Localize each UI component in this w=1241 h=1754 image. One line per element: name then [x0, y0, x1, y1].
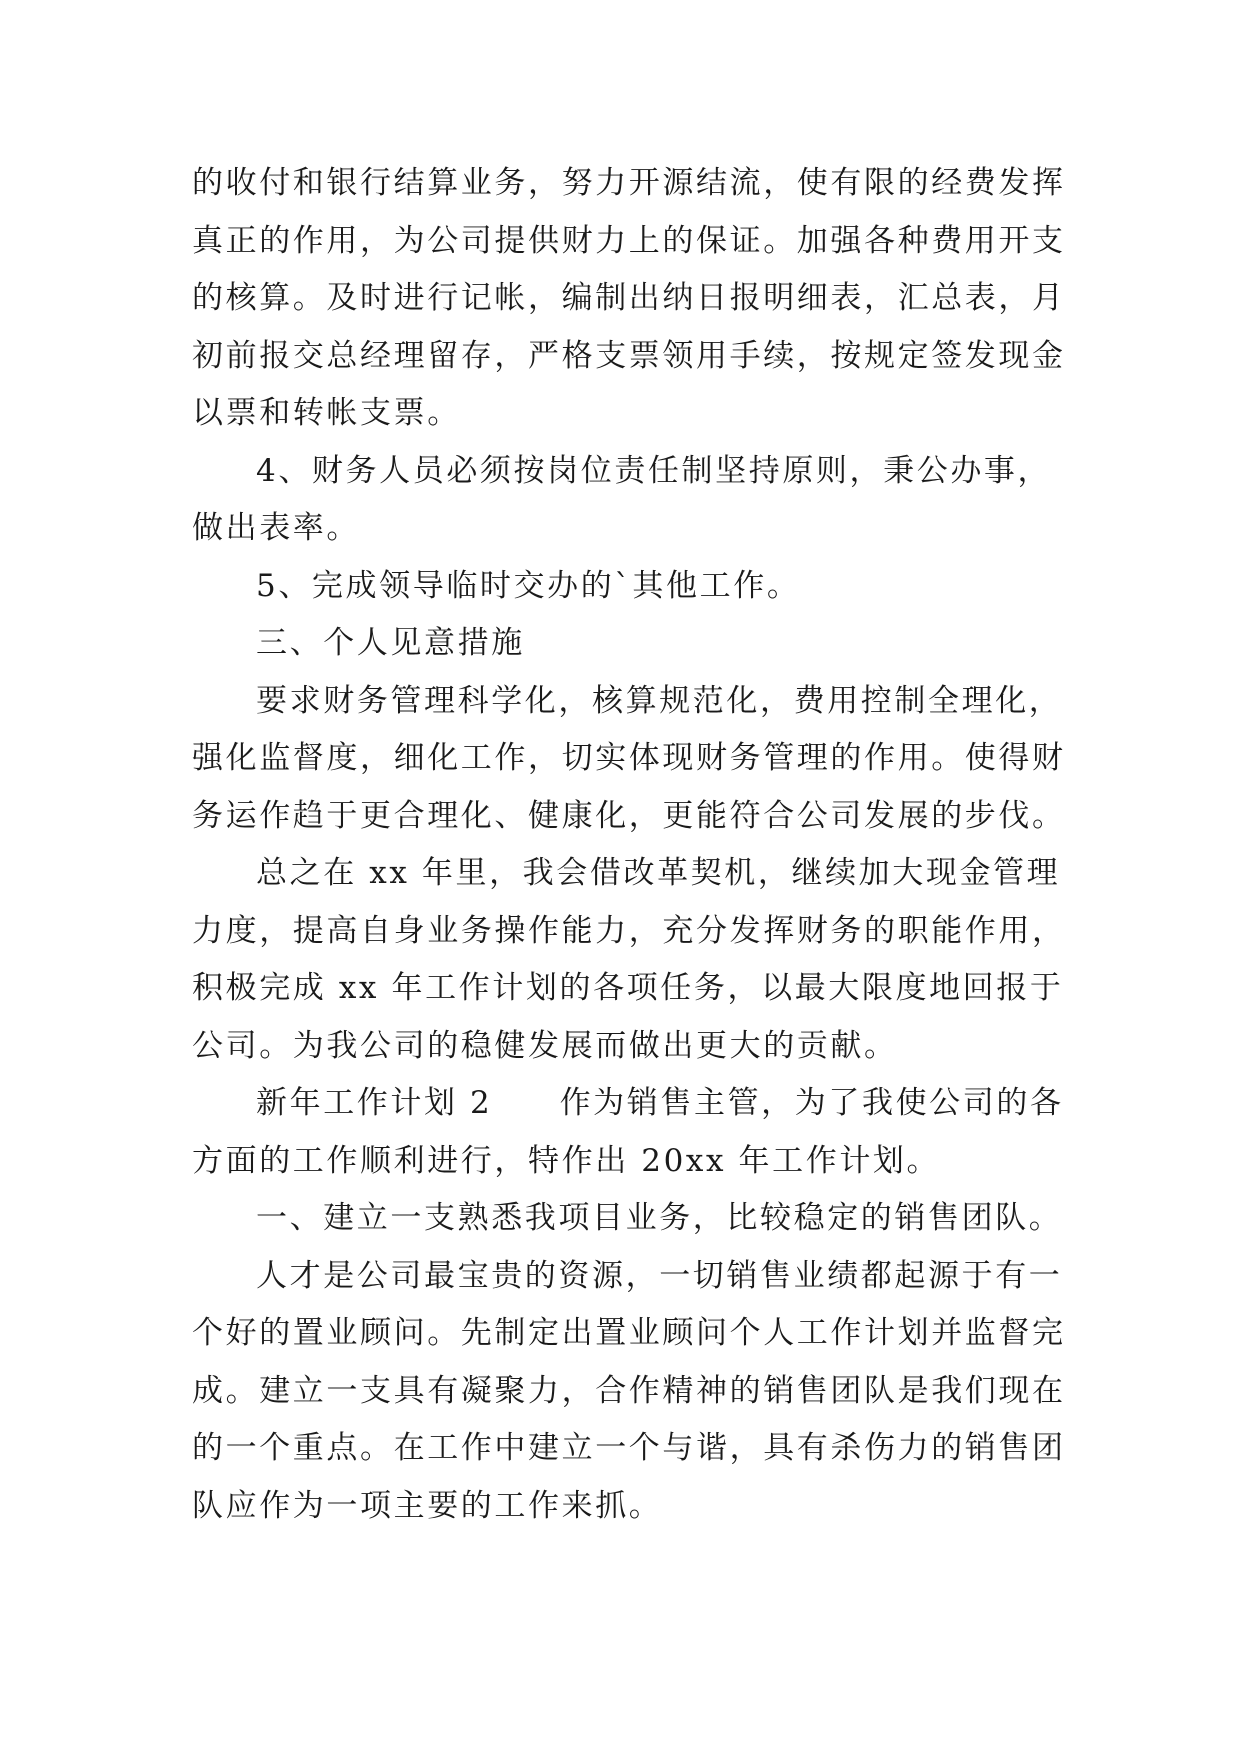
- text-line: 的一个重点。在工作中建立一个与谐，具有杀伤力的销售团: [192, 1430, 1066, 1466]
- text-line: 真正的作用，为公司提供财力上的保证。加强各种费用开支: [192, 222, 1066, 259]
- text-line: 5、完成领导临时交办的`其他工作。: [256, 567, 801, 604]
- text-line: 积极完成 xx 年工作计划的各项任务，以最大限度地回报于: [192, 970, 1064, 1006]
- text-line: 成。建立一支具有凝聚力，合作精神的销售团队是我们现在: [192, 1372, 1066, 1409]
- text-line: 强化监督度，细化工作，切实体现财务管理的作用。使得财: [192, 740, 1066, 776]
- text-line: 公司。为我公司的稳健发展而做出更大的贡献。: [192, 1027, 898, 1064]
- text-line: 队应作为一项主要的工作来抓。: [192, 1487, 663, 1524]
- text-line: 做出表率。: [192, 510, 360, 546]
- text-line: 力度，提高自身业务操作能力，充分发挥财务的职能作用，: [192, 912, 1066, 949]
- text-line: 要求财务管理科学化，核算规范化，费用控制全理化，: [256, 682, 1063, 719]
- text-line: 务运作趋于更合理化、健康化，更能符合公司发展的步伐。: [192, 797, 1066, 834]
- text-line: 个好的置业顾问。先制定出置业顾问个人工作计划并监督完: [192, 1315, 1066, 1351]
- text-line: 人才是公司最宝贵的资源，一切销售业绩都起源于有一: [256, 1257, 1063, 1294]
- document-body: [192, 155, 1066, 1535]
- text-line: 方面的工作顺利进行，特作出 20xx 年工作计划。: [192, 1142, 941, 1179]
- text-line: 新年工作计划 2 作为销售主管，为了我使公司的各: [256, 1085, 1064, 1121]
- text-line: 的核算。及时进行记帐，编制出纳日报明细表，汇总表，月: [192, 280, 1066, 316]
- section-heading: 三、个人见意措施: [256, 625, 525, 661]
- text-line: 4、财务人员必须按岗位责任制坚持原则，秉公办事，: [256, 452, 1052, 489]
- text-line: 以票和转帐支票。: [192, 395, 461, 431]
- section-heading: 一、建立一支熟悉我项目业务，比较稳定的销售团队。: [256, 1200, 1063, 1236]
- text-line: 初前报交总经理留存，严格支票领用手续，按规定签发现金: [192, 337, 1066, 374]
- text-line: 的收付和银行结算业务，努力开源结流，使有限的经费发挥: [192, 165, 1066, 201]
- text-line: 总之在 xx 年里，我会借改革契机，继续加大现金管理: [256, 855, 1061, 891]
